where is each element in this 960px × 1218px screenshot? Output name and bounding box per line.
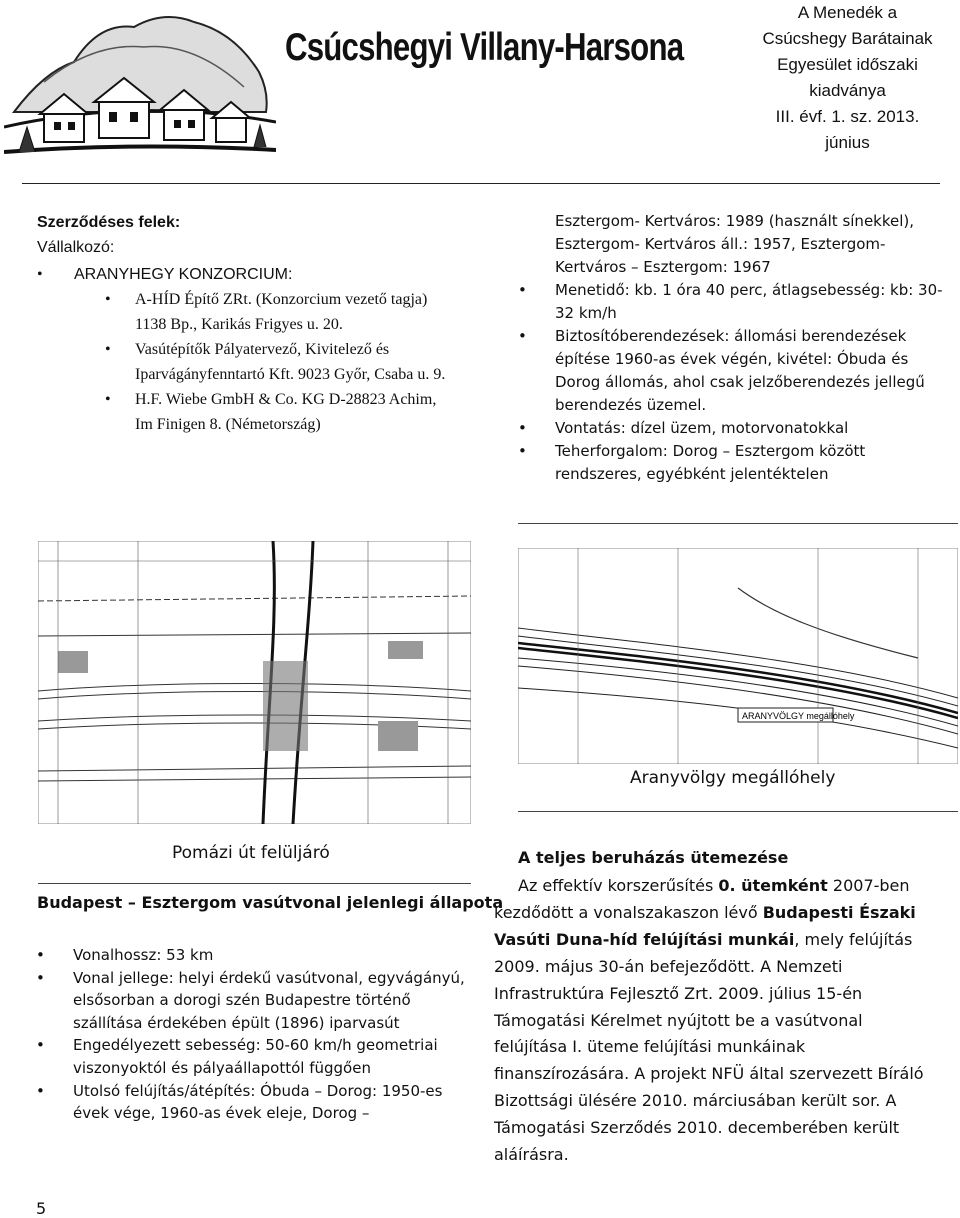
- member-text: A-HÍD Építő ZRt. (Konzorcium vezető tagja) 1138 Bp., Karikás Frigyes u. 20.: [135, 291, 428, 333]
- figure-left-bottom-rule: [38, 883, 471, 884]
- status-item: • Utolsó felújítás/átépítés: Óbuda – Dorog: 1950-es évek vége, 1960-as évek eleje, Dorog –: [73, 1080, 473, 1125]
- line-status-heading: Budapest – Esztergom vasútvonal jelenlegi állapota: [37, 893, 504, 912]
- status-item: • Vonal jellege: helyi érdekű vasútvonal, egyvágányú, elsősorban a dorogi szén Budapestre történő szállítása érdekében épült (1896) iparvasút: [73, 967, 473, 1035]
- pubinfo-line: június: [825, 133, 870, 152]
- status-item: • Vonalhossz: 53 km: [73, 944, 473, 967]
- consortium-name: ARANYHEGY KONZORCIUM:: [74, 266, 293, 283]
- pomazi-overpass-drawing: [38, 541, 471, 824]
- history-item: • Biztosítóberendezések: állomási berendezések építése 1960-as évek végén, kivétel: Óbuda és Dorog állomás, ahol csak jelzőberendezés jellegű berendezés üzemel.: [555, 325, 955, 417]
- history-item: • Menetidő: kb. 1 óra 40 perc, átlagsebesség: kb: 30-32 km/h: [555, 279, 955, 325]
- schedule-text: 2007-ben kezdődött a vonalszakaszon lévő: [494, 876, 910, 922]
- pubinfo-line: Egyesület időszaki: [777, 55, 918, 74]
- contract-heading: Szerződéses felek:: [37, 214, 181, 231]
- aranyvolgy-caption: Aranyvölgy megállóhely: [630, 768, 836, 788]
- pubinfo-line: A Menedék a: [797, 3, 898, 22]
- pubinfo-line: kiadványa: [809, 81, 886, 100]
- line-status-list: [73, 944, 473, 1125]
- masthead-title: Csúcshegyi Villany-Harsona: [285, 26, 684, 69]
- schedule-bold: 0. ütemként: [718, 876, 828, 895]
- village-logo: [4, 2, 276, 172]
- schedule-text: , mely felújítás 2009. május 30-án befejeződött. A Nemzeti Infrastruktúra Fejlesztő Zrt. 2009. július 15-én Támogatási Kérelmet nyújtott be a vasútvonal felújítása I. üteme felújítási munkáinak finanszírozására. A projekt NFÜ által szervezett Bíráló Bizottsági ülésére 2010. márciusában került sor. A Támogatási Szerződés 2010. decemberében került aláírásra.: [494, 929, 924, 1165]
- status-item: • Engedélyezett sebesség: 50-60 km/h geometriai viszonyoktól és pályaállapottól függően: [73, 1034, 473, 1079]
- header-divider: [22, 183, 940, 184]
- line-history: [555, 210, 955, 486]
- schedule-bold: Budapesti Északi Vasúti Duna-híd felújítási munkái: [494, 902, 916, 949]
- member-text: H.F. Wiebe GmbH & Co. KG D-28823 Achim, Im Finigen 8. (Németország): [135, 391, 437, 433]
- aranyvolgy-stop-drawing: [518, 548, 958, 764]
- history-intro: Esztergom- Kertváros: 1989 (használt sínekkel), Esztergom- Kertváros áll.: 1957, Esztergom-Kertváros – Esztergom: 1967: [555, 212, 915, 276]
- history-item: • Teherforgalom: Dorog – Esztergom között rendszeres, egyébként jelentéktelen: [555, 440, 955, 486]
- contractor-label: Vállalkozó:: [37, 239, 115, 256]
- member-text: Vasútépítők Pályatervező, Kivitelező és Iparvágányfenntartó Kft. 9023 Győr, Csaba u. 9.: [135, 341, 446, 383]
- page-number: 5: [36, 1199, 47, 1218]
- publication-info: [735, 0, 960, 156]
- figure-top-rule: [518, 523, 958, 524]
- member-item: [37, 337, 457, 387]
- contract-parties: [37, 210, 477, 437]
- history-item: • Vontatás: dízel üzem, motorvonatokkal: [555, 417, 955, 440]
- pubinfo-line: Csúcshegy Barátainak: [762, 29, 933, 48]
- schedule-heading: A teljes beruházás ütemezése: [518, 848, 789, 867]
- member-item: [37, 287, 457, 337]
- schedule-paragraph: [494, 873, 940, 1169]
- consortium-item: [37, 262, 477, 287]
- pomazi-caption: Pomázi út felüljáró: [172, 843, 330, 863]
- member-item: [37, 387, 457, 437]
- pubinfo-line: III. évf. 1. sz. 2013.: [775, 107, 920, 126]
- figure-right-bottom-rule: [518, 811, 958, 812]
- aranyvolgy-label: ARANYVÖLGY megállóhely: [742, 711, 855, 721]
- schedule-text: Az effektív korszerűsítés: [518, 876, 719, 895]
